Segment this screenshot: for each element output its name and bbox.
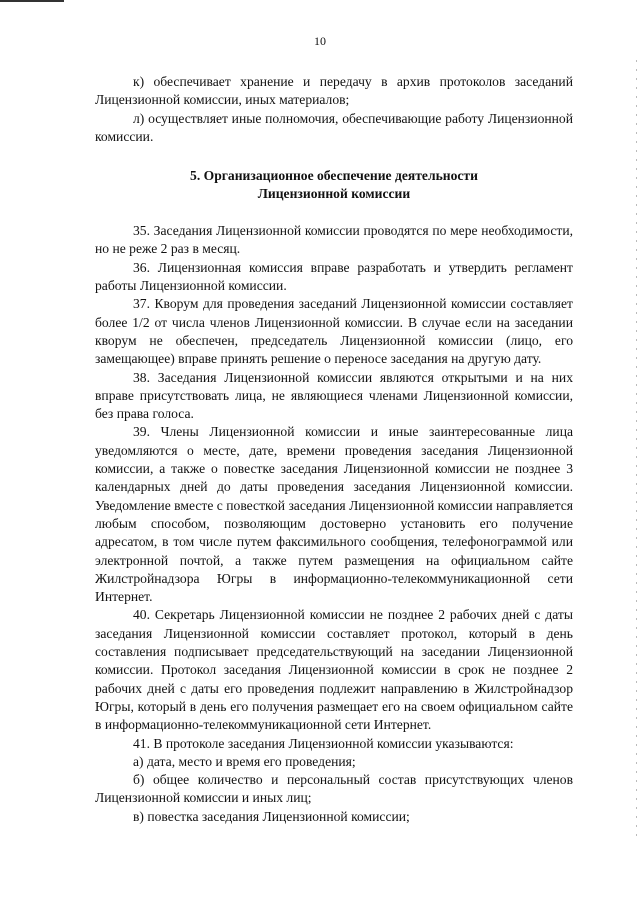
paragraph-k: к) обеспечивает хранение и передачу в архив протоколов заседаний Лицензионной комиссии, иных материалов; xyxy=(95,74,573,108)
section-heading-line-2: Лицензионной комиссии xyxy=(257,186,411,202)
paragraph-39: 39. Члены Лицензионной комиссии и иные заинтересованные лица уведомляются о месте, дате, времени проведения заседания Лицензионной комиссии, а также о повестке заседания Лицензионной комиссии не позднее 3 календарных дней до даты проведения заседания Лицензионной комиссии. Уведомление вместе с повесткой заседания Лицензионной комиссии направляется любым способом, позволяющим достоверно установить его получение адресатом, в том числе путем факсимильного сообщения, телефонограммой или электронной почтой, а также путем размещения на официальном сайте Жилстройнадзора Югры в информационно-телекоммуникационной сети Интернет. xyxy=(95,424,573,605)
scan-edge xyxy=(636,60,637,840)
paragraph-41-v: в) повестка заседания Лицензионной комиссии; xyxy=(133,808,410,824)
paragraph-40: 40. Секретарь Лицензионной комиссии не позднее 2 рабочих дней с даты заседания Лицензионной комиссии составляет протокол, который в день составления подписывает председательствующий на заседании Лицензионной комиссии. Протокол заседания Лицензионной комиссии в срок не позднее 2 рабочих дней с даты его проведения подлежит направлению в Жилстройнадзор Югры, который в день его получения размещает его на своем официальном сайте в информационно-телекоммуникационной сети Интернет. xyxy=(95,607,573,733)
paragraph-38: 38. Заседания Лицензионной комиссии являются открытыми и на них вправе присутствовать лица, не являющиеся членами Лицензионной комиссии, без права голоса. xyxy=(95,369,573,422)
top-rule xyxy=(0,0,64,2)
paragraph-37: 37. Кворум для проведения заседаний Лицензионной комиссии составляет более 1/2 от числа членов Лицензионной комиссии. В случае если на заседании кворум не обеспечен, председатель Лицензионной комиссии (лицо, его замещающее) вправе принять решение о переносе заседания на другую дату. xyxy=(95,296,573,367)
paragraph-41: 41. В протоколе заседания Лицензионной комиссии указываются: xyxy=(133,735,514,751)
paragraph-41-b: б) общее количество и персональный состав присутствующих членов Лицензионной комиссии и иных лиц; xyxy=(95,772,573,806)
document-body xyxy=(95,73,573,826)
section-heading xyxy=(95,167,573,203)
paragraph-35: 35. Заседания Лицензионной комиссии проводятся по мере необходимости, но не реже 2 раз в месяц. xyxy=(95,223,573,257)
paragraph-41-a: а) дата, место и время его проведения; xyxy=(133,753,356,769)
paragraph-36: 36. Лицензионная комиссия вправе разработать и утвердить регламент работы Лицензионной комиссии. xyxy=(95,259,573,294)
section-heading-line-1: 5. Организационное обеспечение деятельности xyxy=(190,168,478,184)
page-number: 10 xyxy=(314,34,326,48)
paragraph-l: л) осуществляет иные полномочия, обеспечивающие работу Лицензионной комиссии. xyxy=(95,110,573,144)
